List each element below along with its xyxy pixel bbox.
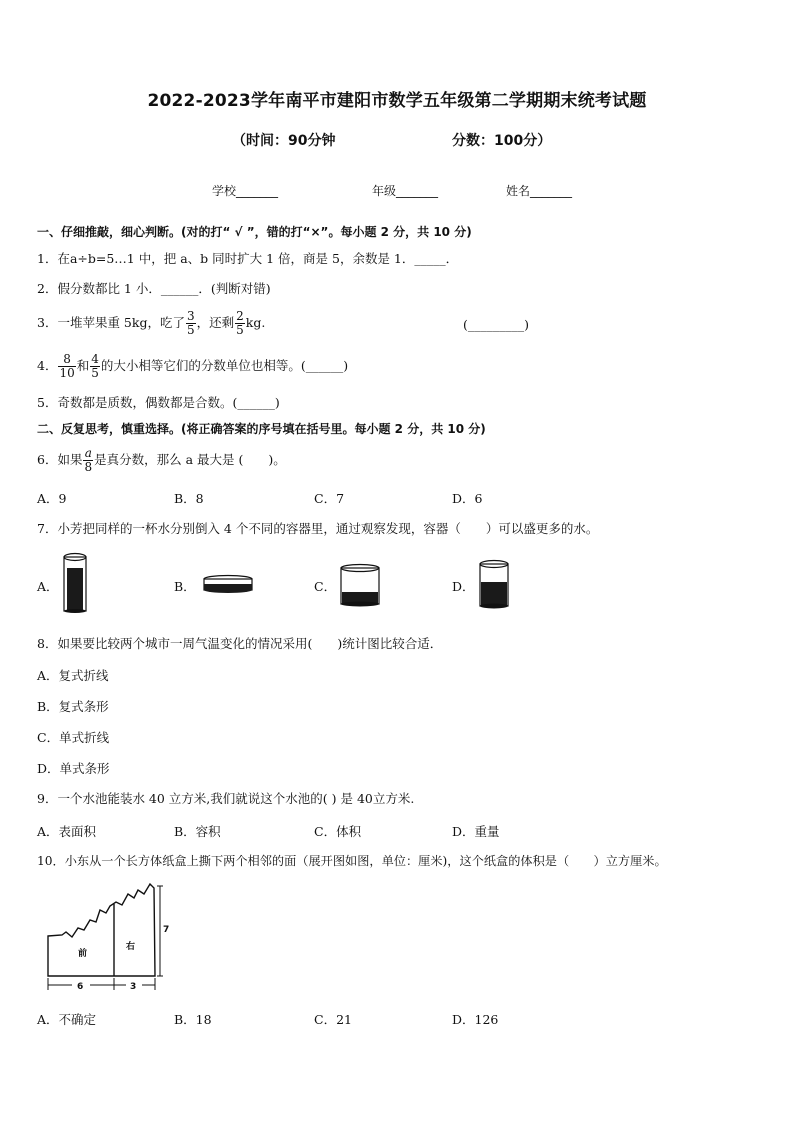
medium-wide-container-icon xyxy=(337,562,383,608)
question-3-blank[interactable]: (_________) xyxy=(463,317,530,332)
q9-option-c[interactable]: C．体积 xyxy=(314,824,362,839)
q7-option-c[interactable]: C． xyxy=(314,579,337,594)
question-4-prefix: 4． xyxy=(37,358,58,373)
front-face-label: 前 xyxy=(78,949,88,959)
question-9: 9．一个水池能装水 40 立方米,我们就说这个水池的( ) 是 40立方米. xyxy=(37,791,415,806)
q10-option-d[interactable]: D．126 xyxy=(452,1012,499,1027)
fraction-4-5: $\frac{4}{5}$ xyxy=(91,352,99,380)
question-4-suffix: 的大小相等它们的分数单位也相等。(______) xyxy=(100,358,349,373)
q6-option-a[interactable]: A．9 xyxy=(37,491,67,506)
name-field[interactable]: 姓名_______ xyxy=(506,184,573,198)
q10-option-c[interactable]: C．21 xyxy=(314,1012,352,1027)
medium-narrow-container-icon xyxy=(476,558,512,610)
q7-option-a[interactable]: A． xyxy=(37,579,59,594)
box-net-figure xyxy=(40,880,170,996)
question-3-mid: ，还剩 xyxy=(196,315,235,330)
question-7: 7．小芳把同样的一杯水分别倒入 4 个不同的容器里，通过观察发现，容器（ ）可以盛更多的水。 xyxy=(37,521,599,536)
fraction-a-8: $\frac{a}{8}$ xyxy=(84,446,93,474)
q8-option-a[interactable]: A．复式折线 xyxy=(37,668,109,683)
question-4-mid: 和 xyxy=(76,358,90,373)
question-6-suffix: 是真分数，那么 a 最大是 ( )。 xyxy=(94,452,286,467)
q6-option-d[interactable]: D．6 xyxy=(452,491,483,506)
q8-option-d[interactable]: D．单式条形 xyxy=(37,761,110,776)
question-3-prefix: 3．一堆苹果重 5kg，吃了 xyxy=(37,315,185,330)
question-6-prefix: 6．如果 xyxy=(37,452,83,467)
question-2: 2．假分数都比 1 小．______．(判断对错) xyxy=(37,281,271,296)
q9-option-d[interactable]: D．重量 xyxy=(452,824,500,839)
q10-option-a[interactable]: A．不确定 xyxy=(37,1012,97,1027)
question-5: 5．奇数都是质数，偶数都是合数。(______) xyxy=(37,395,280,410)
right-face-label: 右 xyxy=(126,942,136,952)
grade-field[interactable]: 年级_______ xyxy=(372,184,439,198)
question-1: 1．在a÷b=5…1 中，把 a、b 同时扩大 1 倍，商是 5，余数是 1．_____． xyxy=(37,251,459,266)
question-3 xyxy=(37,308,265,338)
height-dimension-label: 7 xyxy=(163,925,170,935)
question-4 xyxy=(37,350,348,382)
q6-option-c[interactable]: C．7 xyxy=(314,491,345,506)
q10-option-b[interactable]: B．18 xyxy=(174,1012,212,1027)
flat-wide-container-icon xyxy=(200,574,256,596)
section-1-heading: 一、仔细推敲，细心判断。(对的打“ √ ”，错的打“×”。每小题 2 分，共 10 分) xyxy=(37,225,472,239)
question-8: 8．如果要比较两个城市一周气温变化的情况采用( )统计图比较合适． xyxy=(37,636,443,651)
q8-option-c[interactable]: C．单式折线 xyxy=(37,730,110,745)
q7-option-d[interactable]: D． xyxy=(452,579,475,594)
tall-narrow-container-icon xyxy=(60,552,90,614)
width-dimension-label: 6 xyxy=(77,982,84,992)
question-6 xyxy=(37,444,286,476)
q9-option-a[interactable]: A．表面积 xyxy=(37,824,97,839)
exam-score: 分数：100分） xyxy=(452,133,552,149)
section-2-heading: 二、反复思考，慎重选择。(将正确答案的序号填在括号里。每小题 2 分，共 10 分) xyxy=(37,422,486,436)
exam-time: （时间：90分钟 xyxy=(232,133,336,149)
question-10: 10．小东从一个长方体纸盒上撕下两个相邻的面（展开图如图，单位：厘米)，这个纸盒的体积是（ ）立方厘米。 xyxy=(37,854,667,868)
exam-title: 2022-2023学年南平市建阳市数学五年级第二学期期末统考试题 xyxy=(147,91,647,111)
fraction-3-5: $\frac{3}{5}$ xyxy=(186,309,195,337)
fraction-2-5: $\frac{2}{5}$ xyxy=(236,309,244,337)
q7-option-b[interactable]: B． xyxy=(174,579,196,594)
q8-option-b[interactable]: B．复式条形 xyxy=(37,699,109,714)
depth-dimension-label: 3 xyxy=(130,982,137,992)
school-field[interactable]: 学校_______ xyxy=(212,184,279,198)
question-3-suffix: kg. xyxy=(245,315,266,330)
q9-option-b[interactable]: B．容积 xyxy=(174,824,221,839)
fraction-8-10: $\frac{8}{10}$ xyxy=(59,352,75,380)
q6-option-b[interactable]: B．8 xyxy=(174,491,204,506)
